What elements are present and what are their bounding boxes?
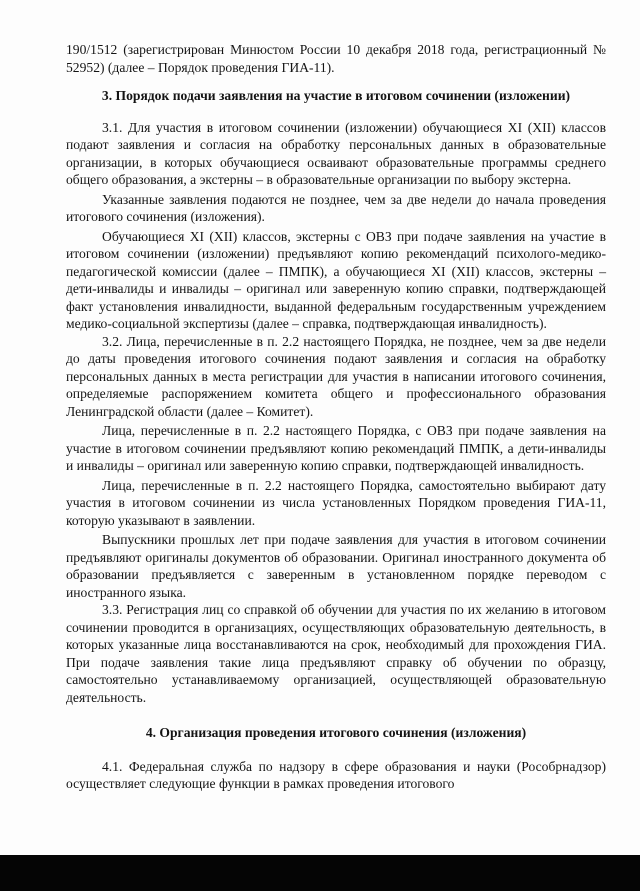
paragraph-3-2: 3.2. Лица, перечисленные в п. 2.2 настоящего Порядка, не позднее, чем за две недели до даты проведения итогового сочинения подают заявления и согласия на обработку персональных данных в места регистрации для участия в написании итогового сочинения, определяемые распоряжением комитета общего и профессионального образования Ленинградской области (далее – Комитет). [66,333,606,419]
scan-border-bar [0,855,640,891]
paragraph-ovz-2: Лица, перечисленные в п. 2.2 настоящего Порядка, с ОВЗ при подаче заявления на участие в итоговом сочинении предъявляют копию рекомендаций ПМПК, а дети-инвалиды и инвалиды – оригинал или заверенную копию справки, подтверждающей инвалидность. [66,423,606,473]
paragraph-continuation: 190/1512 (зарегистрирован Минюстом России 10 декабря 2018 года, регистрационный № 52952) (далее – Порядок проведения ГИА-11). [66,42,606,75]
paragraph-deadline: Указанные заявления подаются не позднее, чем за две недели до начала проведения итогового сочинения (изложения). [66,191,606,224]
paragraph-3-3: 3.3. Регистрация лиц со справкой об обучении для участия по их желанию в итоговом сочинении проводится в организациях, осуществляющих образовательную деятельность, в которых указанные лица восстанавливаются на срок, необходимый для прохождения ГИА. При подаче заявления такие лица предъявляют справку об обучении по образцу, самостоятельно устанавливаемому организацией, осуществляющей образовательную деятельность. [66,602,606,705]
paragraph-graduates: Выпускники прошлых лет при подаче заявления для участия в итоговом сочинении предъявляют оригиналы документов об образовании. Оригинал иностранного документа об образовании предъявляется с заверенным в установленном порядке переводом с иностранного языка. [66,532,606,600]
paragraph-ovz: Обучающиеся XI (XII) классов, экстерны с ОВЗ при подаче заявления на участие в итоговом сочинении (изложении) предъявляют копию рекомендаций психолого-медико-педагогической комиссии (далее – ПМПК), а обучающиеся XI (XII) классов, экстерны – дети-инвалиды и инвалиды – оригинал или заверенную копию справки, подтверждающей факт установления инвалидности, выданной федеральным государственным учреждением медико-социальной экспертизы (далее – справка, подтверждающая инвалидность). [66,228,606,331]
paragraph-4-1: 4.1. Федеральная служба по надзору в сфере образования и науки (Рособрнадзор) осуществляет следующие функции в рамках проведения итогового [66,758,606,791]
paragraph-date-choice: Лица, перечисленные в п. 2.2 настоящего Порядка, самостоятельно выбирают дату участия в итоговом сочинении из числа установленных Порядком проведения ГИА-11, которую указывают в заявлении. [66,477,606,528]
section-3-heading: 3. Порядок подачи заявления на участие в итоговом сочинении (изложении) [101,88,571,103]
section-4-heading: 4. Организация проведения итогового сочинения (изложения) [145,725,527,740]
paragraph-3-1: 3.1. Для участия в итоговом сочинении (изложении) обучающиеся XI (XII) классов подают заявления и согласия на обработку персональных данных в образовательные организации, в которых обучающиеся осваивают образовательные программы среднего общего образования, а экстерны – в образовательные организации по выбору экстерна. [66,119,606,187]
document-body [66,41,606,793]
